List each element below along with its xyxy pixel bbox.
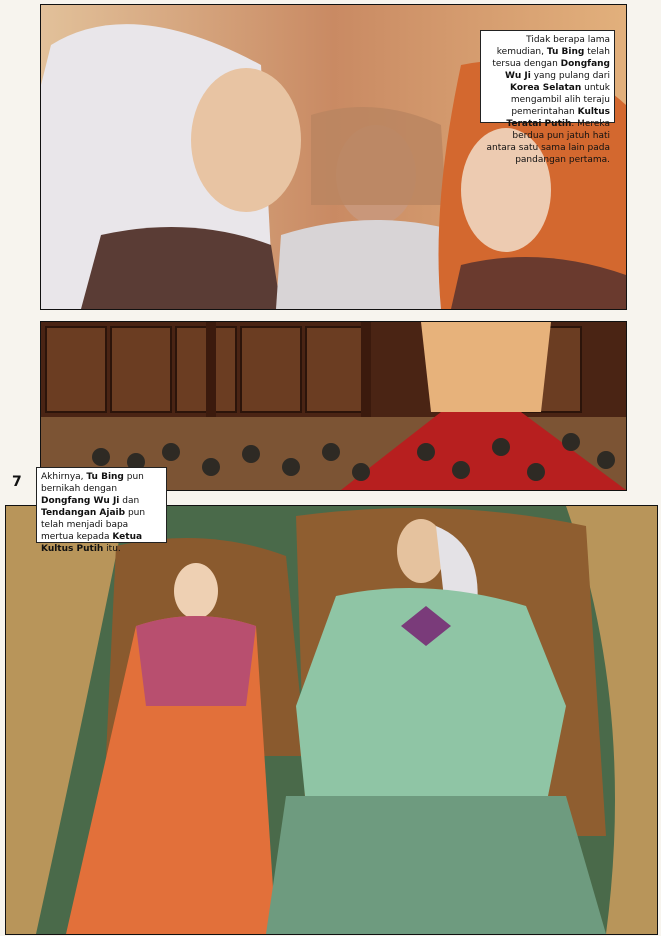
throne-curtain-glow <box>421 322 551 412</box>
man-face <box>191 68 301 212</box>
caption-segment: . Mereka berdua pun jatuh hati antara satu sama lain pada pandangan pertama. <box>486 119 610 165</box>
queen-face <box>174 563 218 619</box>
caption-segment: pun bernikah dengan <box>41 472 144 494</box>
man-robe <box>81 227 281 309</box>
caption-segment: Akhirnya, <box>41 472 87 482</box>
caption-segment: Tidak berapa lama kemudian, <box>496 35 610 57</box>
caption-segment: Tu Bing <box>546 47 585 57</box>
caption-segment: untuk mengambil alih teraju pemerintahan <box>510 83 610 117</box>
panel-2-illustration <box>41 322 626 490</box>
comic-panel-2 <box>40 321 627 491</box>
narration-caption-2 <box>36 467 167 554</box>
comic-panel-3 <box>5 505 658 935</box>
caption-segment: Tendangan Ajaib <box>41 508 126 518</box>
caption-segment: telah tersua dengan <box>492 47 610 69</box>
narration-caption-1 <box>480 30 615 165</box>
caption-segment: yang pulang dari <box>530 71 610 81</box>
caption-segment: Kultus Teratai Putih <box>506 107 610 129</box>
caption-segment: Ketua Kultus Putih <box>41 532 143 554</box>
caption-segment: Dongfang Wu Ji <box>504 59 610 81</box>
caption-segment: Dongfang Wu Ji <box>41 496 120 506</box>
caption-segment: itu. <box>103 544 121 554</box>
caption-segment: Tu Bing <box>86 472 124 482</box>
caption-segment: pun telah menjadi bapa mertua kepada <box>41 508 146 542</box>
page-number: 7 <box>12 474 22 490</box>
caption-segment: Korea Selatan <box>510 83 582 93</box>
panel-3-illustration <box>6 506 657 934</box>
caption-segment: dan <box>119 496 140 506</box>
